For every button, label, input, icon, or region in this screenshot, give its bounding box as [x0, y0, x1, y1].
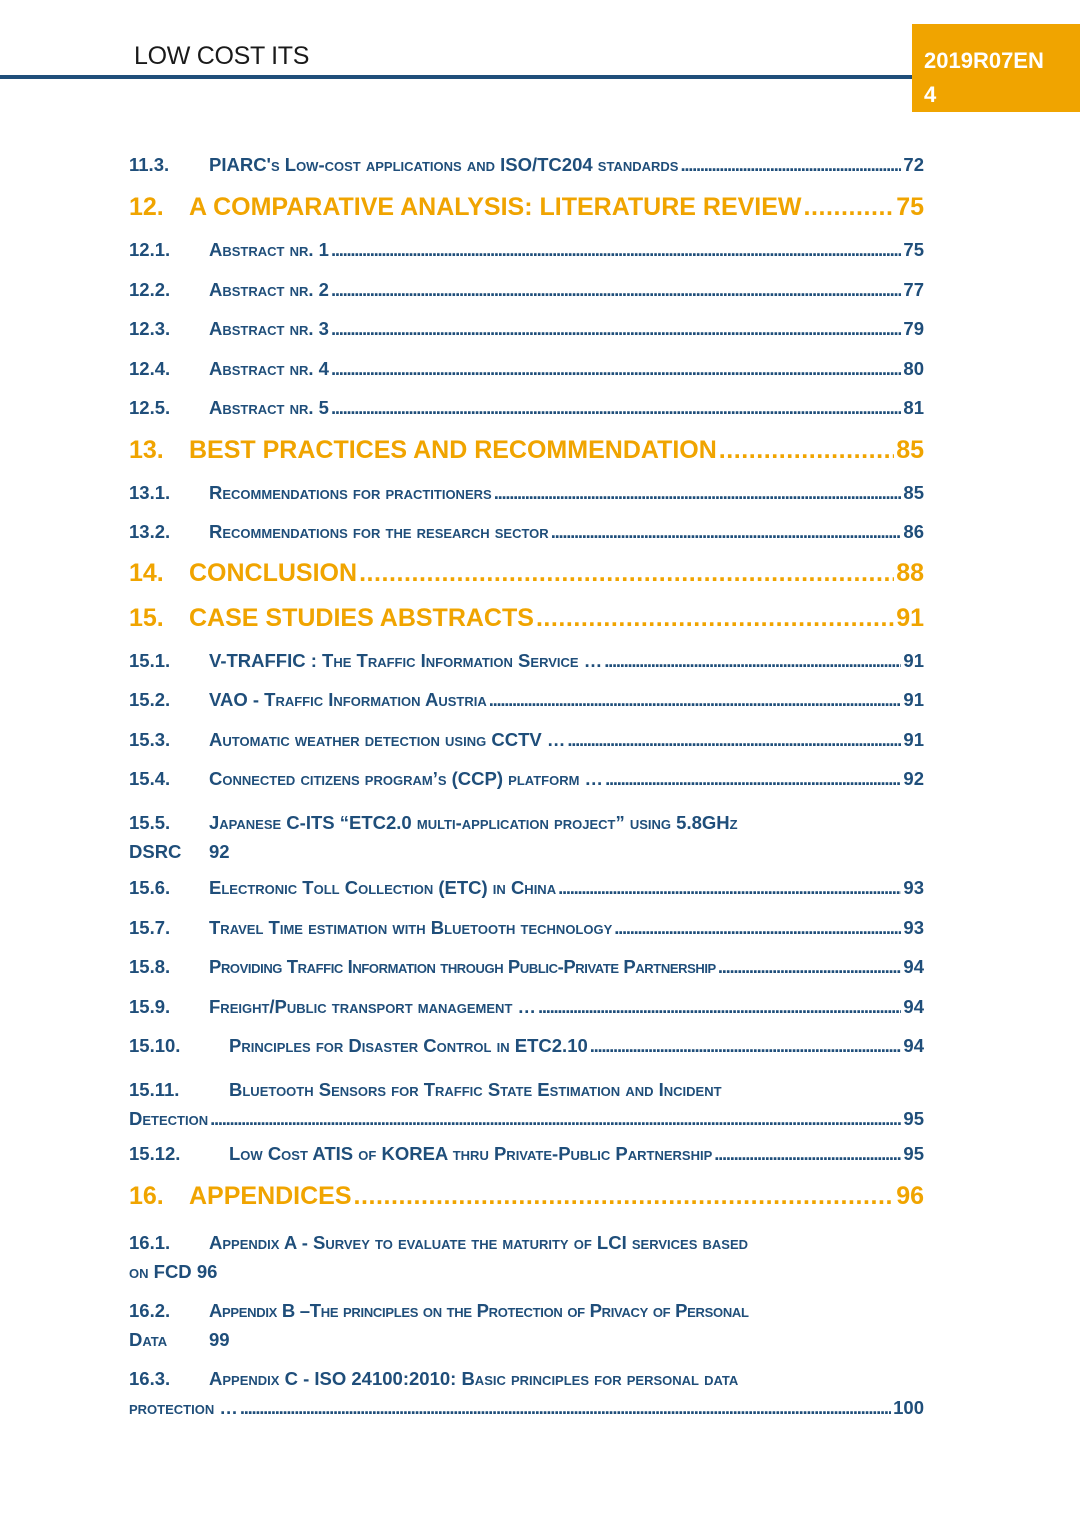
toc-entry[interactable]: 16.3. Appendix C - ISO 24100:2010: Basic principles for personal data protection … . . . 100: [129, 1364, 924, 1422]
toc-entry[interactable]: 12.1. Abstract nr. 1 . . . 75: [129, 239, 924, 267]
toc-entry[interactable]: 15.1. V-TRAFFIC : The Traffic Information Service … . . . 91: [129, 650, 924, 678]
toc-entry[interactable]: 15.7. Travel Time estimation with Bluetooth technology . . . 93: [129, 917, 924, 945]
toc-entry-section[interactable]: 13. BEST PRACTICES AND RECOMMENDATION . . . 85: [129, 436, 924, 470]
toc-entry[interactable]: 15.11. Bluetooth Sensors for Traffic State Estimation and Incident Detection . . . 95: [129, 1075, 924, 1133]
toc-entry-section[interactable]: 16. APPENDICES . . . 96: [129, 1182, 924, 1216]
toc-entry[interactable]: 12.5. Abstract nr. 5 . . . 81: [129, 397, 924, 425]
header-divider: [0, 75, 912, 79]
toc-entry[interactable]: 13.1. Recommendations for practitioners . . . 85: [129, 482, 924, 510]
page-number: 4: [924, 82, 937, 107]
toc-entry-section[interactable]: 12. A COMPARATIVE ANALYSIS: LITERATURE REVIEW . . . 75: [129, 193, 924, 227]
toc-entry[interactable]: 15.5. Japanese C-ITS “ETC2.0 multi-application project” using 5.8GHz DSRC 92: [129, 812, 738, 862]
toc-entry-section[interactable]: 14. CONCLUSION . . . 88: [129, 559, 924, 593]
toc-entry[interactable]: 12.2. Abstract nr. 2 . . . 77: [129, 279, 924, 307]
toc-entry[interactable]: 15.9. Freight/Public transport management … . . . 94: [129, 996, 924, 1024]
toc-entry-section[interactable]: 15. CASE STUDIES ABSTRACTS . . . 91: [129, 604, 924, 638]
toc-entry[interactable]: 12.3. Abstract nr. 3 . . . 79: [129, 318, 924, 346]
toc-entry[interactable]: 11.3. PIARC's Low-cost applications and ISO/TC204 standards . . . 72: [129, 154, 924, 182]
toc-entry[interactable]: 15.10. Principles for Disaster Control in ETC2.10 . . . 94: [129, 1035, 924, 1063]
toc-entry[interactable]: 15.6. Electronic Toll Collection (ETC) in China . . . 93: [129, 877, 924, 905]
document-code: 2019R07EN: [924, 48, 1044, 73]
toc-entry[interactable]: 15.3. Automatic weather detection using CCTV … . . . 91: [129, 729, 924, 757]
toc-entry[interactable]: 12.4. Abstract nr. 4 . . . 80: [129, 358, 924, 386]
toc-entry[interactable]: 15.8. Providing Traffic Information through Public-Private Partnership . . . 94: [129, 956, 924, 984]
toc-entry[interactable]: 15.2. VAO - Traffic Information Austria . . . 91: [129, 689, 924, 717]
toc-entry[interactable]: 16.1. Appendix A - Survey to evaluate the maturity of LCI services based on FCD 96: [129, 1232, 749, 1282]
toc-entry[interactable]: 15.4. Connected citizens program’s (CCP) platform … . . . 92: [129, 768, 924, 796]
header-title: LOW COST ITS: [134, 42, 310, 70]
header-badge: [912, 24, 1080, 112]
toc-entry[interactable]: 16.2. Appendix B –The principles on the Protection of Privacy of Personal Data 99: [129, 1300, 749, 1350]
toc-entry[interactable]: 15.12. Low Cost ATIS of KOREA thru Private-Public Partnership . . . 95: [129, 1143, 924, 1171]
toc-entry[interactable]: 13.2. Recommendations for the research sector . . . 86: [129, 521, 924, 549]
